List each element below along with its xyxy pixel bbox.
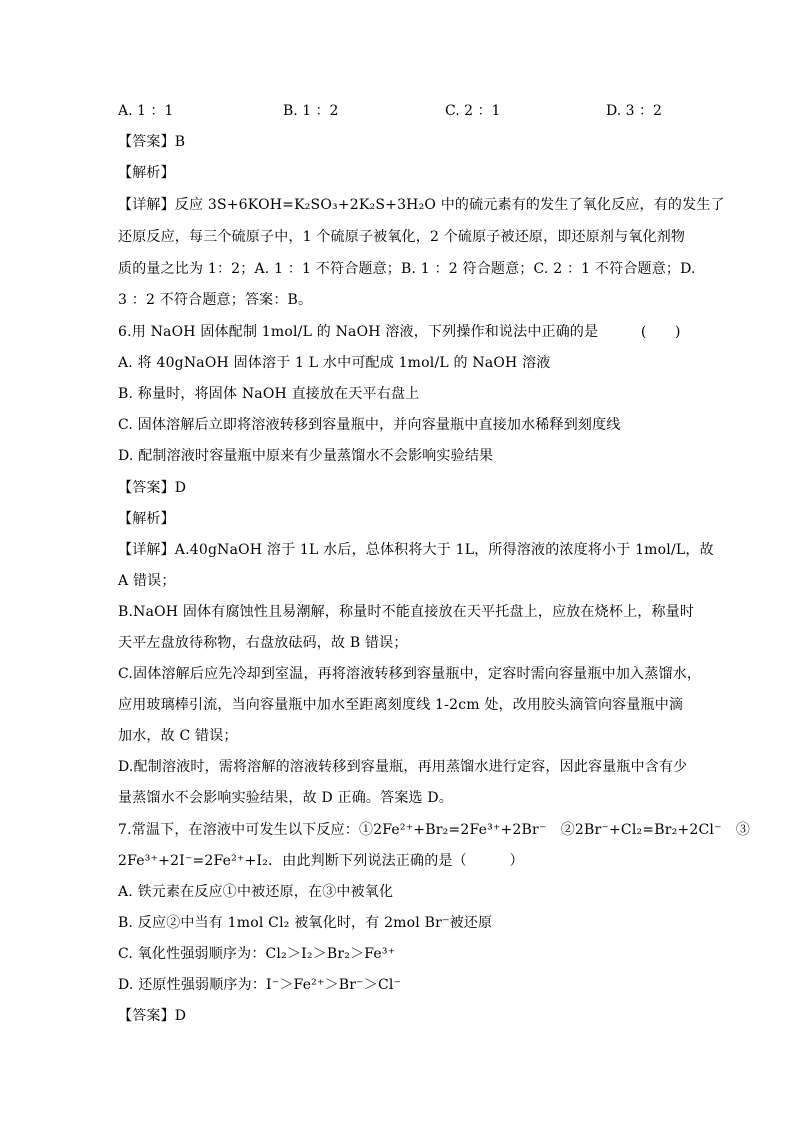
q5-detail-line: 还原反应，每三个硫原子中，1 个硫原子被氧化，2 个硫原子被还原，即还原剂与氧化剂物 <box>118 229 686 245</box>
q7-answer: 【答案】D <box>118 1008 187 1024</box>
q6-detail-line: C.固体溶解后应先冷却到室温，再将溶液转移到容量瓶中，定容时需向容量瓶中加入蒸馏水， <box>118 666 702 682</box>
q7-option-d: D. 还原性强弱顺序为：I⁻＞Fe²⁺＞Br⁻＞Cl⁻ <box>118 977 402 993</box>
q6-detail-line: 天平左盘放待称物，右盘放砝码，故 B 错误； <box>118 635 408 651</box>
q7-option-b: B. 反应②中当有 1mol Cl₂ 被氧化时，有 2mol Br⁻被还原 <box>118 915 493 931</box>
q7-option-a: A. 铁元素在反应①中被还原，在③中被氧化 <box>118 884 394 900</box>
q5-analysis-heading: 【解析】 <box>118 165 175 181</box>
option-b: B. 1 ：2 <box>283 103 339 119</box>
q7-option-c: C. 氧化性强弱顺序为：Cl₂＞I₂＞Br₂＞Fe³⁺ <box>118 946 396 962</box>
q7-stem-line-2: 2Fe³⁺+2I⁻=2Fe²⁺+I₂．由此判断下列说法正确的是（ ） <box>118 853 524 869</box>
q6-option-a: A. 将 40gNaOH 固体溶于 1 L 水中可配成 1mol/L 的 NaOH 溶液 <box>118 355 551 371</box>
q7-stem-line-1: 7.常温下，在溶液中可发生以下反应：①2Fe²⁺+Br₂=2Fe³⁺+2Br⁻ ②2Br⁻+Cl₂=Br₂+2Cl⁻ ③ <box>118 822 751 838</box>
q6-analysis-heading: 【解析】 <box>118 511 175 527</box>
option-d: D. 3 ：2 <box>606 103 662 119</box>
q5-detail-line: 3 ：2 不符合题意；答案：B。 <box>118 292 313 308</box>
q6-answer: 【答案】D <box>118 480 187 496</box>
q6-detail-line: 量蒸馏水不会影响实验结果，故 D 正确。答案选 D。 <box>118 790 453 806</box>
q6-option-c: C. 固体溶解后立即将溶液转移到容量瓶中，并向容量瓶中直接加水稀释到刻度线 <box>118 417 621 433</box>
q6-detail-line: D.配制溶液时，需将溶解的溶液转移到容量瓶，再用蒸馏水进行定容，因此容量瓶中含有少 <box>118 759 688 775</box>
q6-stem: 6.用 NaOH 固体配制 1mol/L 的 NaOH 溶液，下列操作和说法中正确的是 ( ) <box>118 324 681 340</box>
q6-detail-line: 应用玻璃棒引流，当向容量瓶中加水至距离刻度线 1-2cm 处，改用胶头滴管向容量瓶中滴 <box>118 697 684 713</box>
q6-detail-line: 加水，故 C 错误； <box>118 728 238 744</box>
q5-answer: 【答案】B <box>118 134 186 150</box>
option-c: C. 2 ：1 <box>445 103 501 119</box>
q6-option-b: B. 称量时，将固体 NaOH 直接放在天平右盘上 <box>118 386 420 402</box>
option-a: A. 1 ：1 <box>118 103 174 119</box>
q5-detail-line: 【详解】反应 3S+6KOH=K₂SO₃+2K₂S+3H₂O 中的硫元素有的发生了氧化反应，有的发生了 <box>118 197 725 213</box>
q6-detail-line: 【详解】A.40gNaOH 溶于 1L 水后，总体积将大于 1L，所得溶液的浓度将小于 1mol/L，故 <box>118 542 714 558</box>
q6-detail-line: A 错误； <box>118 573 176 589</box>
q6-detail-line: B.NaOH 固体有腐蚀性且易潮解，称量时不能直接放在天平托盘上，应放在烧杯上，称量时 <box>118 604 695 620</box>
q5-detail-line: 质的量之比为 1：2；A. 1 ：1 不符合题意；B. 1 ：2 符合题意；C. 2 ：1 不符合题意；D. <box>118 261 696 277</box>
q6-option-d: D. 配制溶液时容量瓶中原来有少量蒸馏水不会影响实验结果 <box>118 448 494 464</box>
